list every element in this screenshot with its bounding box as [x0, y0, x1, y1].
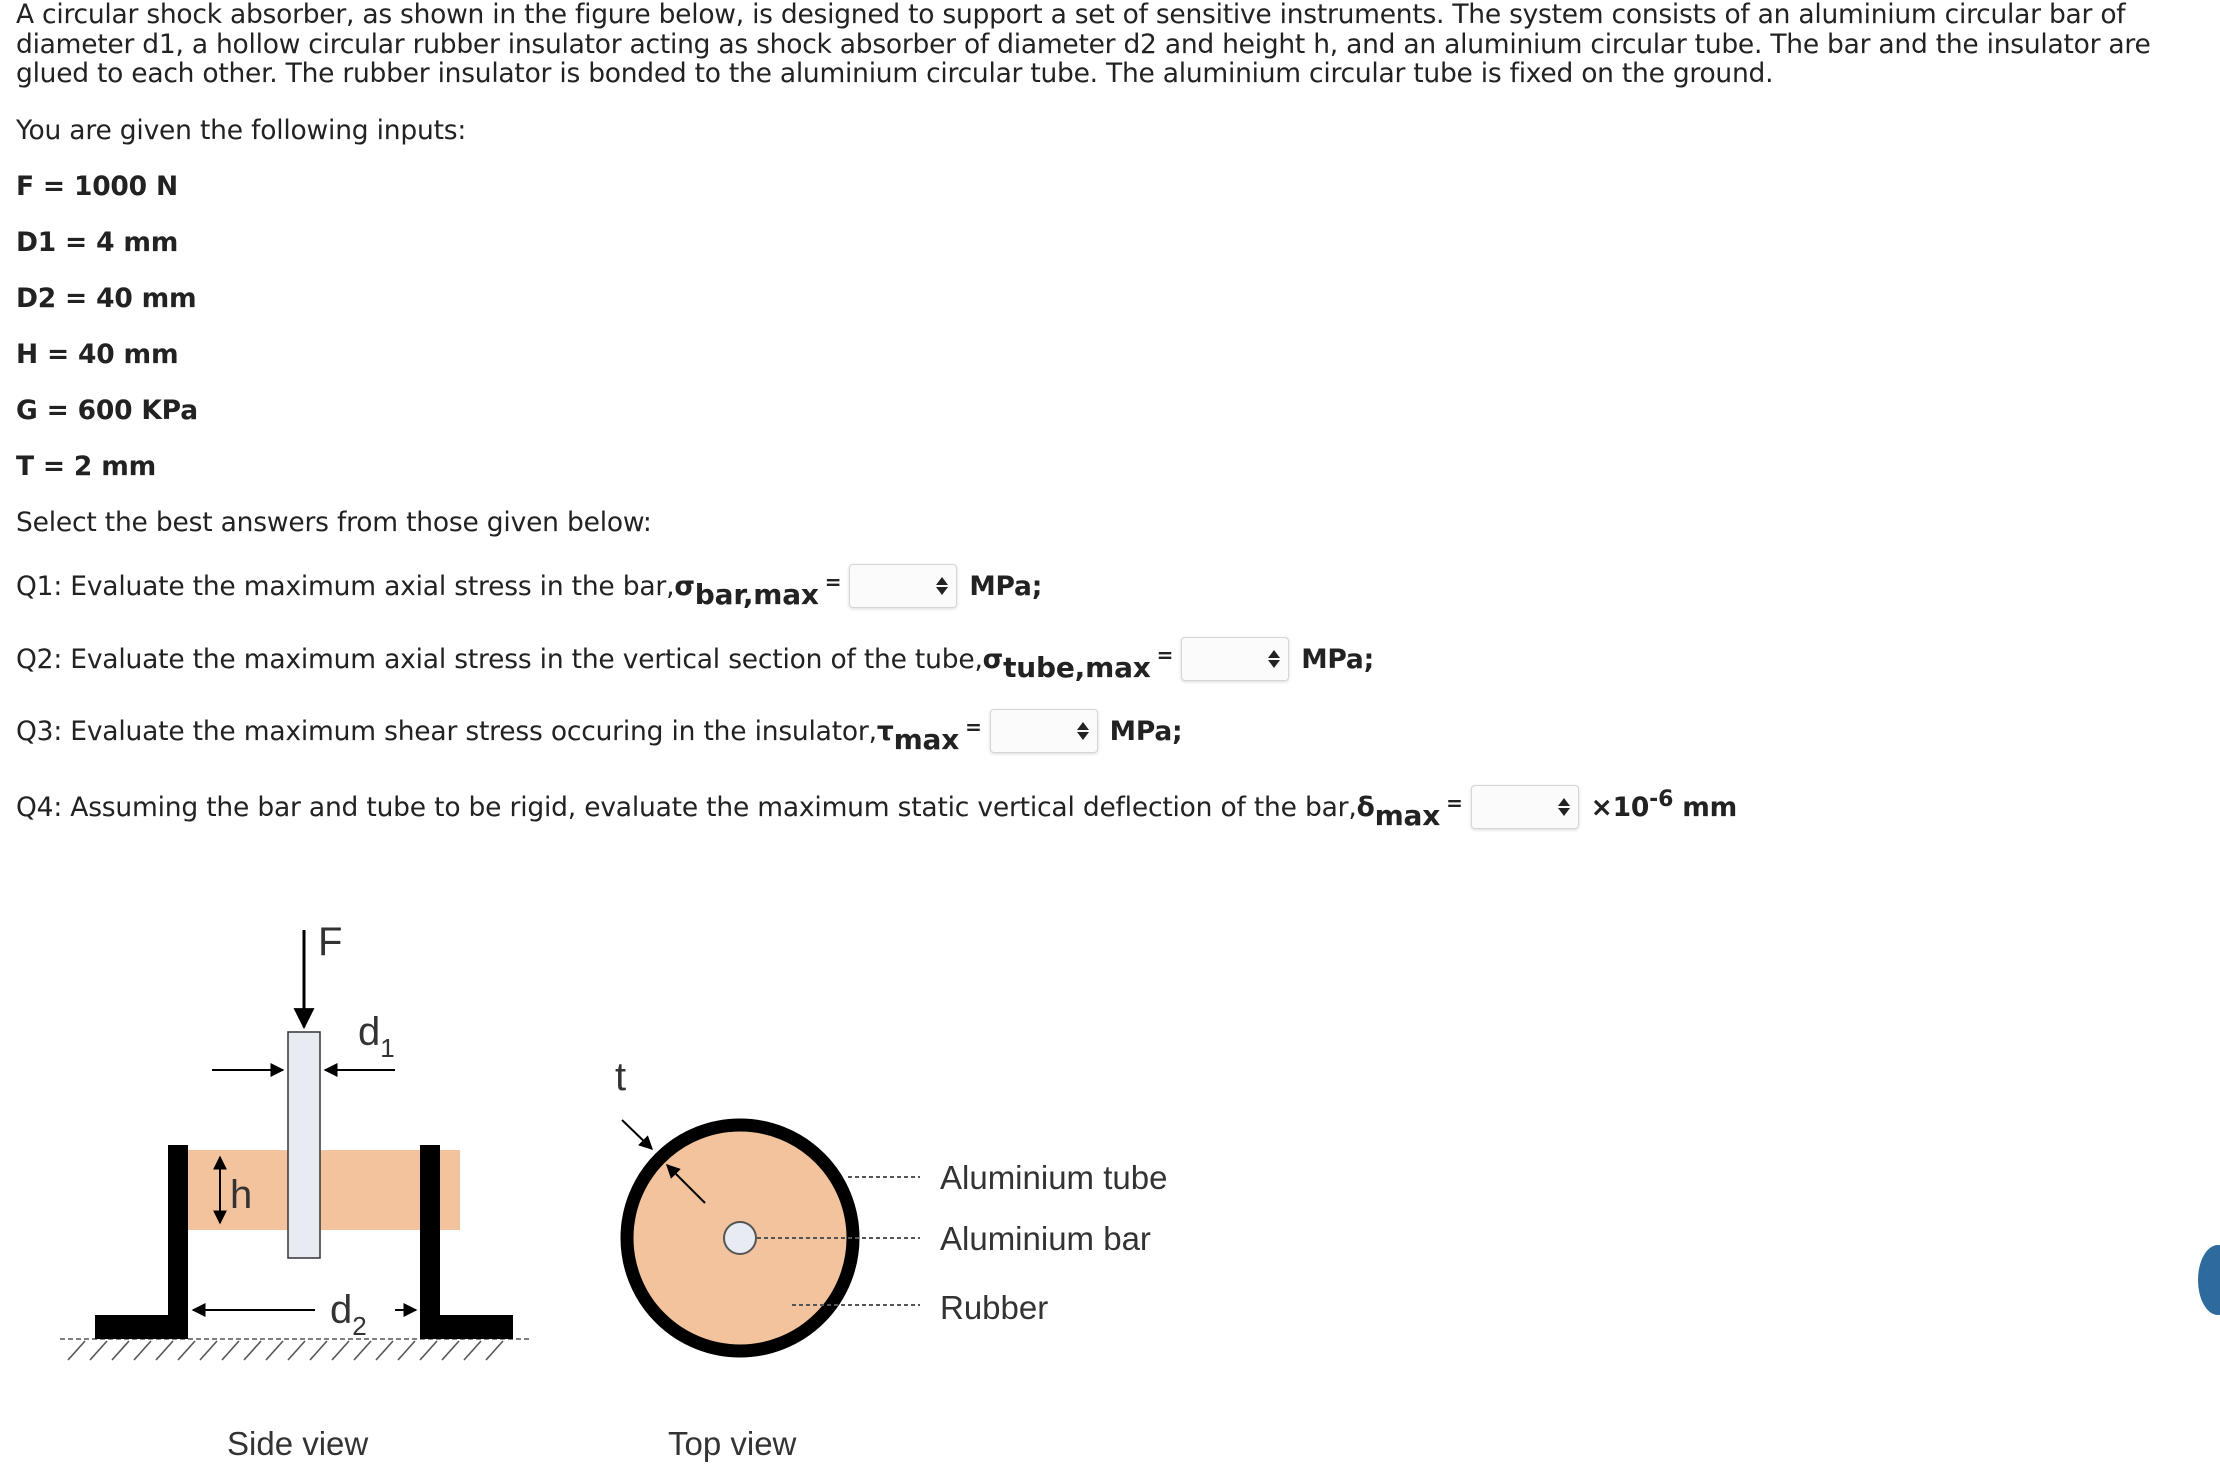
question-3-unit: MPa; [1109, 715, 1183, 747]
problem-statement: A circular shock absorber, as shown in the figure below, is designed to support a set of sensitive instruments. The system consists of an aluminium circular bar of diameter d1, a hollow circular rubber insulator acting as shock absorber of diameter d2 and height h, and an aluminium circular tube. The bar and the insulator are glued to each other. The rubber insulator is bonded to the aluminium circular tube. The aluminium circular tube is fixed on the ground. [16, 0, 2151, 89]
top-view-label: Top view [668, 1425, 797, 1462]
top-view [615, 1055, 1167, 1462]
legend-aluminium-tube: Aluminium tube [940, 1159, 1168, 1196]
question-4 [16, 785, 1738, 832]
unit-prefix: ×10 [1590, 791, 1650, 823]
question-4-subscript: max [1374, 798, 1441, 832]
input-t: T = 2 mm [16, 451, 157, 482]
t-label: t [615, 1055, 627, 1099]
question-4-equals: = [1446, 791, 1463, 815]
answer-4-select[interactable] [1471, 785, 1579, 829]
t-outer-arrow [622, 1120, 652, 1149]
input-d2: D2 = 40 mm [16, 283, 197, 314]
input-h: H = 40 mm [16, 339, 179, 370]
question-4-unit [1590, 786, 1738, 823]
question-2-text: Q2: Evaluate the maximum axial stress in the vertical section of the tube, [16, 643, 983, 675]
d2-label: $d_2$ [330, 1288, 367, 1341]
input-g: G = 600 KPa [16, 395, 198, 426]
answer-3-select[interactable] [990, 709, 1098, 753]
question-3-symbol: τ [876, 715, 894, 747]
side-view [60, 920, 530, 1462]
question-2-subscript: tube,max [1003, 650, 1151, 684]
question-1-unit: MPa; [969, 570, 1043, 602]
updown-arrows-icon [1558, 798, 1570, 816]
updown-arrows-icon [1077, 722, 1089, 740]
rubber-insulator [188, 1150, 460, 1230]
h-label: h [230, 1173, 253, 1217]
question-1-symbol: σ [674, 570, 695, 602]
aluminium-bar [288, 1032, 320, 1258]
input-force: F = 1000 N [16, 171, 178, 202]
answer-1-select[interactable] [849, 564, 957, 608]
question-2-symbol: σ [982, 643, 1004, 675]
legend-rubber: Rubber [940, 1289, 1049, 1326]
shock-absorber-figure [40, 905, 1290, 1465]
question-2-unit: MPa; [1301, 643, 1374, 675]
answer-2-select[interactable] [1181, 637, 1289, 681]
side-widget-button[interactable] [2198, 1245, 2220, 1315]
question-3-text: Q3: Evaluate the maximum shear stress occuring in the insulator, [16, 715, 877, 747]
question-1-text: Q1: Evaluate the maximum axial stress in the bar, [16, 570, 675, 602]
question-3-equals: = [965, 715, 982, 739]
unit-exponent: -6 [1649, 786, 1674, 812]
force-label: F [318, 920, 343, 964]
tube-right-wall [420, 1145, 440, 1339]
select-label: Select the best answers from those given below: [16, 507, 652, 538]
aluminium-bar-section [724, 1222, 756, 1254]
ground-hatch [60, 1339, 530, 1360]
d1-label: $d_1$ [358, 1010, 395, 1063]
unit-mm: mm [1682, 791, 1738, 823]
tube-left-base [95, 1315, 188, 1339]
question-2-equals: = [1156, 643, 1174, 667]
side-view-label: Side view [227, 1425, 369, 1462]
question-1-subscript: bar,max [694, 577, 819, 611]
input-d1: D1 = 4 mm [16, 227, 179, 258]
tube-left-wall [168, 1145, 188, 1339]
question-4-symbol: δ [1356, 791, 1375, 823]
question-4-text: Q4: Assuming the bar and tube to be rigid, evaluate the maximum static vertical deflection of the bar, [16, 791, 1357, 823]
question-1-equals: = [824, 570, 842, 594]
question-1 [16, 564, 1043, 611]
updown-arrows-icon [936, 577, 948, 595]
tube-right-base [420, 1315, 513, 1339]
question-3 [16, 709, 1183, 756]
question-2 [16, 637, 1374, 684]
question-3-subscript: max [893, 722, 960, 756]
legend-aluminium-bar: Aluminium bar [940, 1220, 1151, 1257]
updown-arrows-icon [1268, 650, 1280, 668]
given-label: You are given the following inputs: [16, 115, 467, 146]
